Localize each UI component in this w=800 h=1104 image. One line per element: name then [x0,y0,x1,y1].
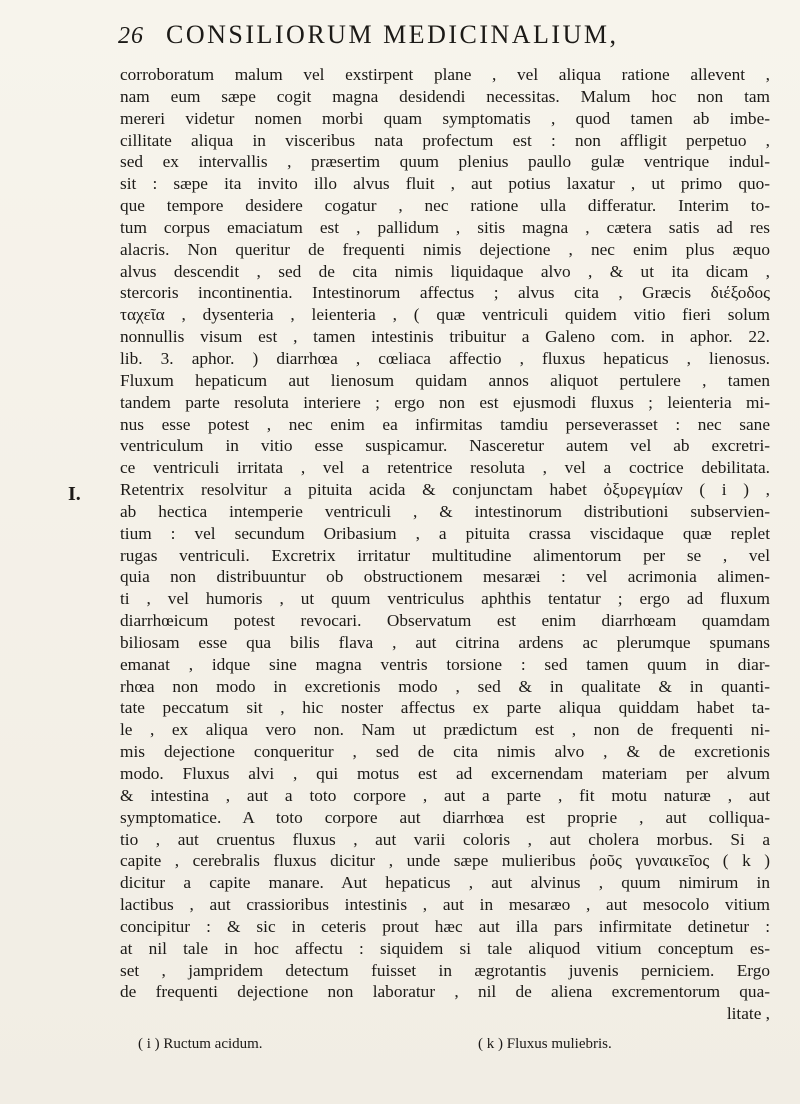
running-title: CONSILIORUM MEDICINALIUM, [166,20,619,49]
text-line: dicitur a capite manare. Aut hepaticus , aut alvinus , quum nimirum in [120,873,770,893]
text-line: concipitur : & sic in ceteris prout hæc aut illa pars infirmitate detinetur : [120,916,770,936]
text-line: ti , vel humoris , ut quum ventriculus aphthis tentatur ; ergo ad fluxum [120,589,770,609]
text-line: lib. 3. aphor. ) diarrhœa , cœliaca affectio , fluxus hepaticus , lienosus. [120,348,770,368]
text-line: rugas ventriculi. Excretrix irritatur multitudine alimentorum per se , vel [120,545,770,565]
text-line: quia non distribuuntur ob obstructionem mesaræi : vel acrimonia alimen- [120,567,770,587]
text-line: nus esse potest , nec enim ea infirmitas tamdiu perseverasset : nec sane [120,414,770,434]
page-header [118,20,778,60]
text-line: set , jampridem detectum fuisset in ægrotantis juvenis perniciem. Ergo [120,960,770,980]
text-line: mereri videtur nomen morbi quam symptomatis , quod tamen ab imbe- [120,108,770,128]
margin-numeral: I. [68,483,81,505]
text-line: ventriculum in vitio esse suspicamur. Nasceretur autem vel ab excretri- [120,436,770,456]
text-line: cillitate aliqua in visceribus nata profectum est : non affligit perpetuo , [120,130,770,150]
text-line: symptomatice. A toto corpore aut diarrhœa est proprie , aut colliqua- [120,807,770,827]
text-line: ce ventriculi irritata , vel a retentrice resoluta , vel a coctrice debilitata. [120,458,770,478]
text-line: emanat , idque sine magna ventris torsione : sed tamen quum in diar- [120,654,770,674]
page-number: 26 [118,23,144,49]
text-line: diarrhœicum potest revocari. Observatum est enim diarrhœam quamdam [120,611,770,631]
text-line: alacris. Non queritur de frequenti nimis dejectione , nec enim plus æquo [120,239,770,259]
footnote-k: ( k ) Fluxus muliebris. [478,1036,612,1052]
text-line: que tempore desidere cogatur , nec ratione ulla differatur. Interim to- [120,196,770,216]
text-line: capite , cerebralis fluxus dicitur , unde sæpe mulieribus ῥοῦς γυναικεῖος ( k ) [120,851,770,871]
text-line: modo. Fluxus alvi , qui motus est ad excernendam materiam per alvum [120,764,770,783]
text-line: tium : vel secundum Oribasium , a pituita crassa viscidaque quæ replet [120,523,770,543]
footnotes [138,1036,738,1062]
text-line: de frequenti dejectione non laboratur , nil de aliena excrementorum qua- [120,982,770,1002]
text-line: ab hectica intemperie ventriculi , & intestinorum distributioni subservien- [120,501,770,521]
text-line: sed ex intervallis , præsertim quum plenius paullo gulæ ventrique indul- [120,152,770,172]
text-line: tio , aut cruentus fluxus , aut varii coloris , aut cholera morbus. Si a [120,829,770,849]
text-line: rhœa non modo in excretionis modo , sed & in qualitate & in quanti- [120,676,770,696]
text-line: le , ex aliqua vero non. Nam ut prædictum est , non de frequenti ni- [120,720,770,740]
text-line: lactibus , aut crassioribus intestinis , aut in mesaræo , aut mesocolo vitium [120,895,770,915]
text-line: biliosam esse qua bilis flava , aut citrina ardens ac plerumque spumans [120,632,770,652]
footnote-i: ( i ) Ructum acidum. [138,1036,263,1052]
text-line: Fluxum hepaticum aut lienosum quidam annos aliquot pertulere , tamen [120,370,770,390]
text-line: alvus descendit , sed de cita nimis liquidaque alvo , & ut ita dicam , [120,261,770,281]
text-line: corroboratum malum vel exstirpent plane , vel aliqua ratione allevent , [120,65,770,84]
text-line: litate , [726,1004,770,1024]
text-line: tum corpus emaciatum est , pallidum , sitis magna , cætera satis ad res [120,217,770,237]
text-line: mis dejectione conqueritur , sed de cita nimis alvo , & de excretionis [120,742,770,762]
text-line: nonnullis visum est , tamen intestinis tribuitur a Galeno com. in aphor. 22. [120,327,770,347]
text-line: tandem parte resoluta interiere ; ergo non est ejusmodi fluxus ; leienteria mi- [120,392,770,412]
text-line: at nil tale in hoc affectu : siquidem si tale aliquod vitium conceptum es- [120,938,770,958]
text-line: ταχεῖα , dysenteria , leienteria , ( quæ ventriculi quidem vitio fieri solum [120,305,770,325]
text-line: sit : sæpe ita invito illo alvus fluit , aut potius laxatur , ut primo quo- [120,174,770,194]
text-line: stercoris incontinentia. Intestinorum affectus ; alvus cita , Græcis διέξοδος [120,283,770,303]
text-line: Retentrix resolvitur a pituita acida & conjunctam habet ὀξυρεγμίαν ( i ) , [120,480,770,500]
body-text [120,64,770,1024]
text-line: nam eum sæpe cogit magna desidendi necessitas. Malum hoc non tam [120,86,770,106]
text-line: & intestina , aut a toto corpore , aut a parte , fit motu naturæ , aut [120,785,770,805]
text-line: tate peccatum sit , hic noster affectus ex parte aliqua quiddam habet ta- [120,698,770,718]
